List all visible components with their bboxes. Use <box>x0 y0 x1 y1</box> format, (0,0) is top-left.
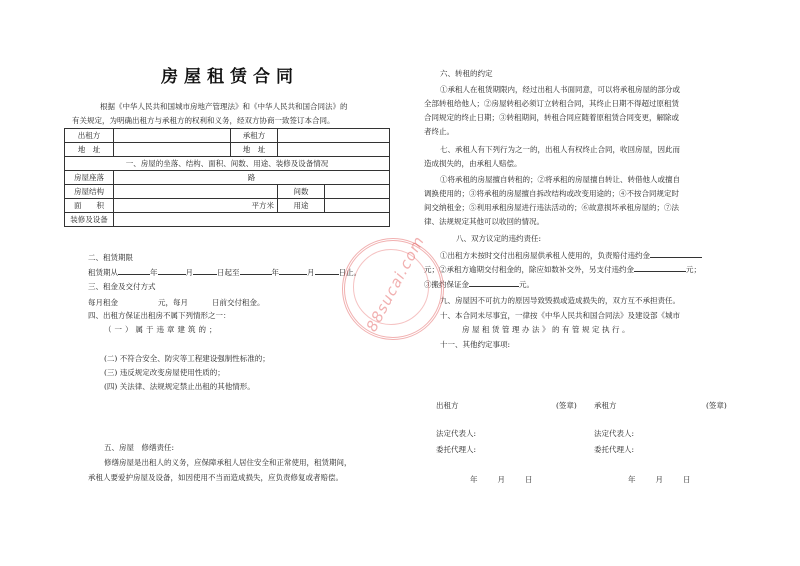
section-1-heading: 一、房屋的坐落、结构、面积、间数、用途、装修及设备情况 <box>65 157 390 171</box>
section-11: 十一、其他约定事项: <box>440 340 511 349</box>
section-7-line-3: ①将承租的房屋擅自转租的；②将承租的房屋擅自转让、转借他人或擅自 <box>440 175 680 184</box>
section-10-line-2: 房屋租赁管理办法》的有管规定执行。 <box>462 325 632 334</box>
section-5-text-1: 修缮房屋是出租人的义务，应保障承租人居住安全和正常使用，租赁期间， <box>104 458 352 467</box>
section-7-line-2: 造成损失的，由承租人赔偿。 <box>424 159 522 168</box>
agent-2: 委托代理人: <box>594 445 635 454</box>
rooms-value <box>325 185 390 199</box>
area-unit: 平方米 <box>114 199 278 213</box>
use-label: 用途 <box>278 199 325 213</box>
section-6-title: 六、转租的约定 <box>440 69 493 78</box>
date-1: 年 月 日 <box>470 475 533 484</box>
legal-rep-1: 法定代表人: <box>436 429 477 438</box>
decoration-label: 装修及设备 <box>65 213 114 227</box>
lessee-value <box>278 129 390 143</box>
watermark-stamp <box>342 232 444 340</box>
section-4-item-4: (四) 关法律、法规规定禁止出租的其他情形。 <box>104 382 255 391</box>
rent-line: 每月租金 元，每月 日前交付租金。 <box>88 298 265 307</box>
section-9: 九、房屋因不可抗力的原因导致毁损或造成损失的，双方互不承担责任。 <box>440 296 680 305</box>
watermark-text: 88sucai.com <box>362 232 429 335</box>
lease-term-line: 租赁期从 年 月 日起至 年 月 日止。 <box>88 268 361 277</box>
section-6-line-2: 全部转租给他人；②房屋转租必须订立转租合同，其终止日期不得超过原租赁 <box>424 99 679 108</box>
section-8-line-2: 元；②承租方逾期交付租金的，除应如数补交外，另支付违约金 元； <box>424 265 701 274</box>
sign-lessee-stamp: (签章) <box>706 401 727 410</box>
section-4-item-3: (三) 违反规定改变房屋使用性质的； <box>104 368 225 377</box>
section-3-title: 三、租金及交付方式 <box>88 282 156 291</box>
sign-lessor-label: 出租方 <box>436 401 459 410</box>
section-6-line-1: ①承租人在租赁期限内，经过出租人书面同意，可以将承租房屋的部分或 <box>440 85 680 94</box>
date-2: 年 月 日 <box>628 475 691 484</box>
lessor-label: 出租方 <box>65 129 114 143</box>
lessee-label: 承租方 <box>231 129 278 143</box>
decoration-value <box>114 213 390 227</box>
use-value <box>325 199 390 213</box>
agent-1: 委托代理人: <box>436 445 477 454</box>
section-8-title: 八、双方议定的违约责任: <box>456 234 542 243</box>
lessor-value <box>114 129 231 143</box>
area-label: 面 积 <box>65 199 114 213</box>
rooms-label: 间数 <box>278 185 325 199</box>
legal-rep-2: 法定代表人: <box>594 429 635 438</box>
section-10-line-1: 十、本合同未尽事宜，一律按《中华人民共和国合同法》及建设部《城市 <box>440 311 680 320</box>
section-7-line-4: 调换使用的；③将承租的房屋擅自拆改结构或改变用途的；④不按合同规定时 <box>424 189 679 198</box>
sign-lessor-stamp: (签章) <box>556 401 577 410</box>
section-5-text-2: 承租人要爱护房屋及设备，如因使用不当而造成损失，应负责修复或者赔偿。 <box>88 473 343 482</box>
document-title: 房屋租赁合同 <box>161 67 299 87</box>
section-2-title: 二、租赁期限 <box>88 253 133 262</box>
section-8-line-1: ①出租方未按时交付出租房屋供承租人使用的，负责赔付违约金 <box>440 249 702 261</box>
section-6-line-3: 合同规定的终止日期；③转租期间，转租合同应随着原租赁合同变更，解除或 <box>424 113 679 122</box>
intro-line-2: 有关规定，为明确出租方与承租方的权利和义务，经双方协商一致签订本合同。 <box>72 116 335 125</box>
structure-value <box>114 185 278 199</box>
section-8-line-3: ③搬约保证金 元。 <box>424 280 534 289</box>
section-5-title: 五、房屋 修缮责任: <box>104 443 175 452</box>
parties-table <box>64 128 390 227</box>
address-label-2: 地 址 <box>231 143 278 157</box>
section-6-line-4: 者终止。 <box>424 127 454 136</box>
section-4-item-1: （一）属于违章建筑的； <box>104 325 220 334</box>
section-7-line-1: 七、承租人有下列行为之一的，出租人有权终止合同，收回房屋，因此而 <box>440 145 680 154</box>
address-label-1: 地 址 <box>65 143 114 157</box>
structure-label: 房屋结构 <box>65 185 114 199</box>
location-value: 路 <box>114 171 390 185</box>
sign-lessee-label: 承租方 <box>594 401 617 410</box>
location-label: 房屋座落 <box>65 171 114 185</box>
section-4-title: 四、出租方保证出租房不属下列情形之一： <box>88 311 231 320</box>
intro-line-1: 根据《中华人民共和国城市房地产管理法》和《中华人民共和国合同法》的 <box>100 102 348 111</box>
section-7-line-5: 间交纳租金；⑤利用承租房屋进行违法活动的；⑥故意损坏承租房屋的；⑦法 <box>424 203 679 212</box>
address-value-2 <box>278 143 390 157</box>
section-4-item-2: (二) 不符合安全、防灾等工程建设强制性标准的； <box>104 354 270 363</box>
address-value-1 <box>114 143 231 157</box>
section-7-line-6: 律、法规规定其他可以收回的情况。 <box>424 217 544 226</box>
